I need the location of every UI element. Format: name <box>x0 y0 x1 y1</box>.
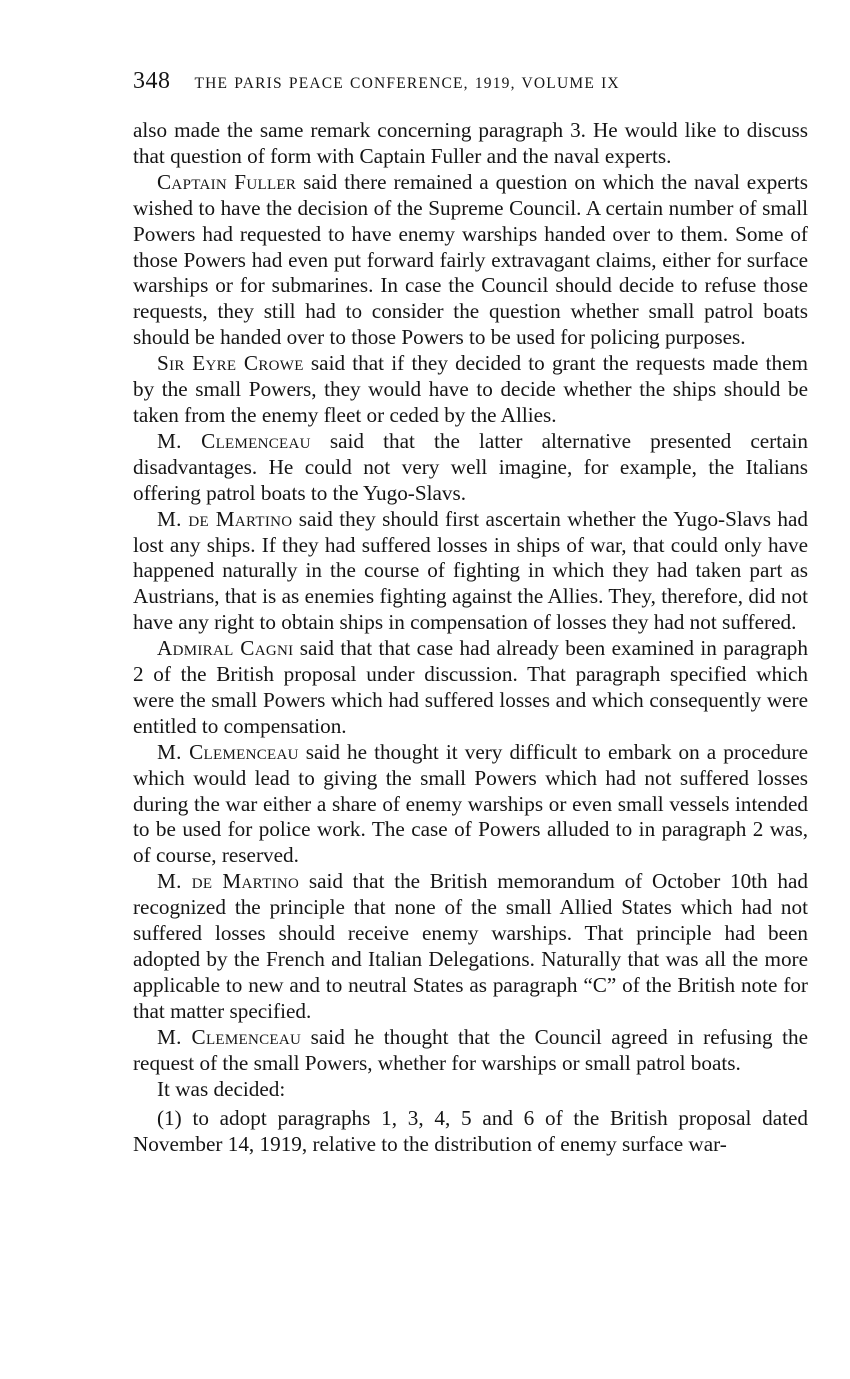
paragraph <box>133 429 808 507</box>
decision-text: (1) to adopt paragraphs 1, 3, 4, 5 and 6 of the British proposal dated November 14, 1919, relative to the distribution of enemy surface war- <box>133 1106 808 1157</box>
paragraph-text: said they should first ascertain whether the Yugo-Slavs had lost any ships. If they had suffered losses in ships of war, that could only have happened naturally in the course of fighting in which they had taken part as Austrians, that is as enemies fighting against the Allies. They, therefore, did not have any right to obtain ships in compensation of losses they had not suffered. <box>133 506 808 635</box>
paragraph <box>133 869 808 1024</box>
running-head <box>133 68 808 102</box>
paragraph-text: said he thought that the Council agreed in refusing the request of the small Powers, whether for warships or small patrol boats. <box>133 1024 808 1075</box>
paragraph-text: also made the same remark concerning paragraph 3. He would like to discuss that question of form with Captain Fuller and the naval experts. <box>133 118 808 168</box>
body-text <box>133 118 808 1158</box>
paragraph <box>133 1025 808 1077</box>
speaker-name: Captain Fuller <box>157 169 297 194</box>
speaker-name: M. Clemenceau <box>157 1024 302 1049</box>
paragraph <box>133 507 808 637</box>
page-number: 348 <box>133 68 171 94</box>
speaker-name: Sir Eyre Crowe <box>157 351 304 376</box>
paragraph <box>133 636 808 740</box>
paragraph-text: said he thought it very difficult to embark on a procedure which would lead to giving the small Powers which had not suffered losses during the war either a share of enemy warships or even small vessels intended to be used for police work. The case of Powers alluded to in paragraph 2 was, of course, reserved. <box>133 739 808 868</box>
speaker-name: M. de Martino <box>157 869 300 894</box>
paragraph <box>133 170 808 351</box>
speaker-name: M. Clemenceau <box>157 428 311 453</box>
paragraph <box>133 1077 808 1103</box>
paragraph <box>133 118 808 170</box>
running-head-title: THE PARIS PEACE CONFERENCE, 1919, VOLUME IX <box>194 75 620 92</box>
paragraph-text: said that the British memorandum of October 10th had recognized the principle that none of the small Allied States which had not suffered losses should receive enemy warships. That principle had been adopted by the French and Italian Delegations. Naturally that was all the more applicable to new and to neutral States as paragraph “C” of the British note for that matter specified. <box>133 869 808 1023</box>
document-page <box>133 68 808 1158</box>
speaker-name: M. de Martino <box>157 506 293 531</box>
speaker-name: Admiral Cagni <box>157 636 294 661</box>
paragraph <box>133 351 808 429</box>
speaker-name: M. Clemenceau <box>157 739 299 764</box>
paragraph-text: said that that case had already been examined in paragraph 2 of the British proposal under discussion. That paragraph specified which were the small Powers which had suffered losses and which consequently were entitled to compensation. <box>133 636 808 738</box>
paragraph-text: It was decided: <box>157 1076 286 1101</box>
paragraph <box>133 740 808 870</box>
paragraph-text: said that if they decided to grant the requests made them by the small Powers, they would have to decide whether the ships should be taken from the enemy fleet or ceded by the Allies. <box>133 351 809 427</box>
paragraph-text: said there remained a question on which the naval experts wished to have the decision of the Supreme Council. A certain number of small Powers had requested to have enemy warships handed over to them. Some of those Powers had even put forward fairly extravagant claims, either for surface warships or for submarines. In case the Council should decide to refuse those requests, they still had to consider the question whether small patrol boats should be handed over to those Powers to be used for policing purposes. <box>133 169 808 350</box>
paragraph-text: said that the latter alternative presented certain disadvantages. He could not very well imagine, for example, the Italians offering patrol boats to the Yugo-Slavs. <box>133 428 808 505</box>
decision-item <box>133 1106 808 1158</box>
